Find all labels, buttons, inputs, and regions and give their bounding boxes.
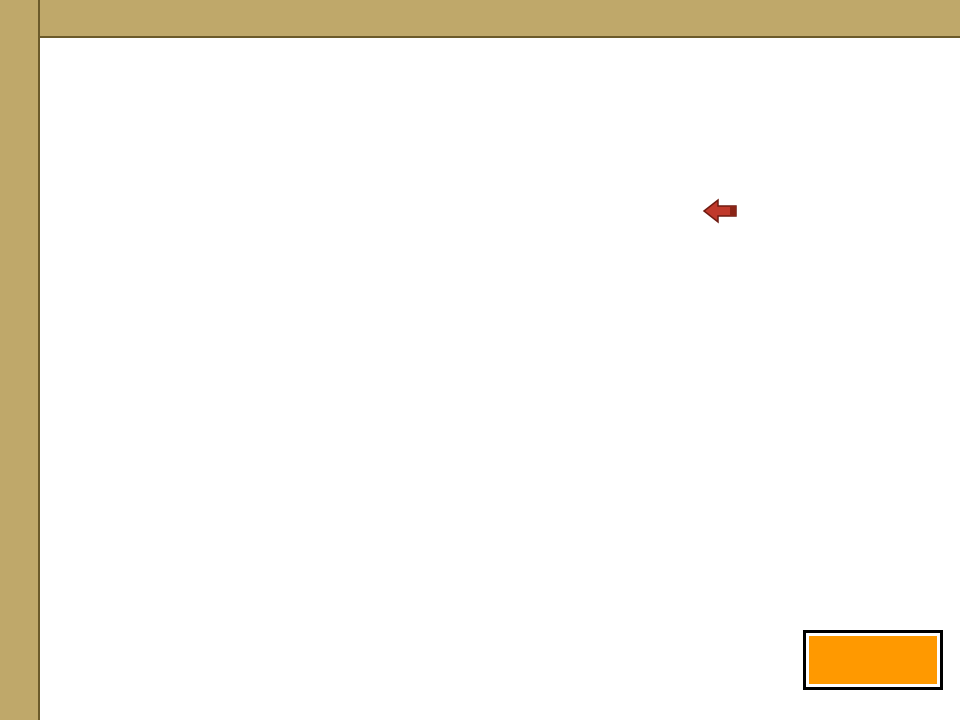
back-arrow-icon[interactable] xyxy=(702,198,738,224)
number-one-graphic xyxy=(56,170,116,250)
prom-button[interactable] xyxy=(803,630,943,690)
decorative-top-border xyxy=(0,0,960,38)
decorative-left-border xyxy=(0,0,40,720)
prom-button-label xyxy=(806,633,940,687)
